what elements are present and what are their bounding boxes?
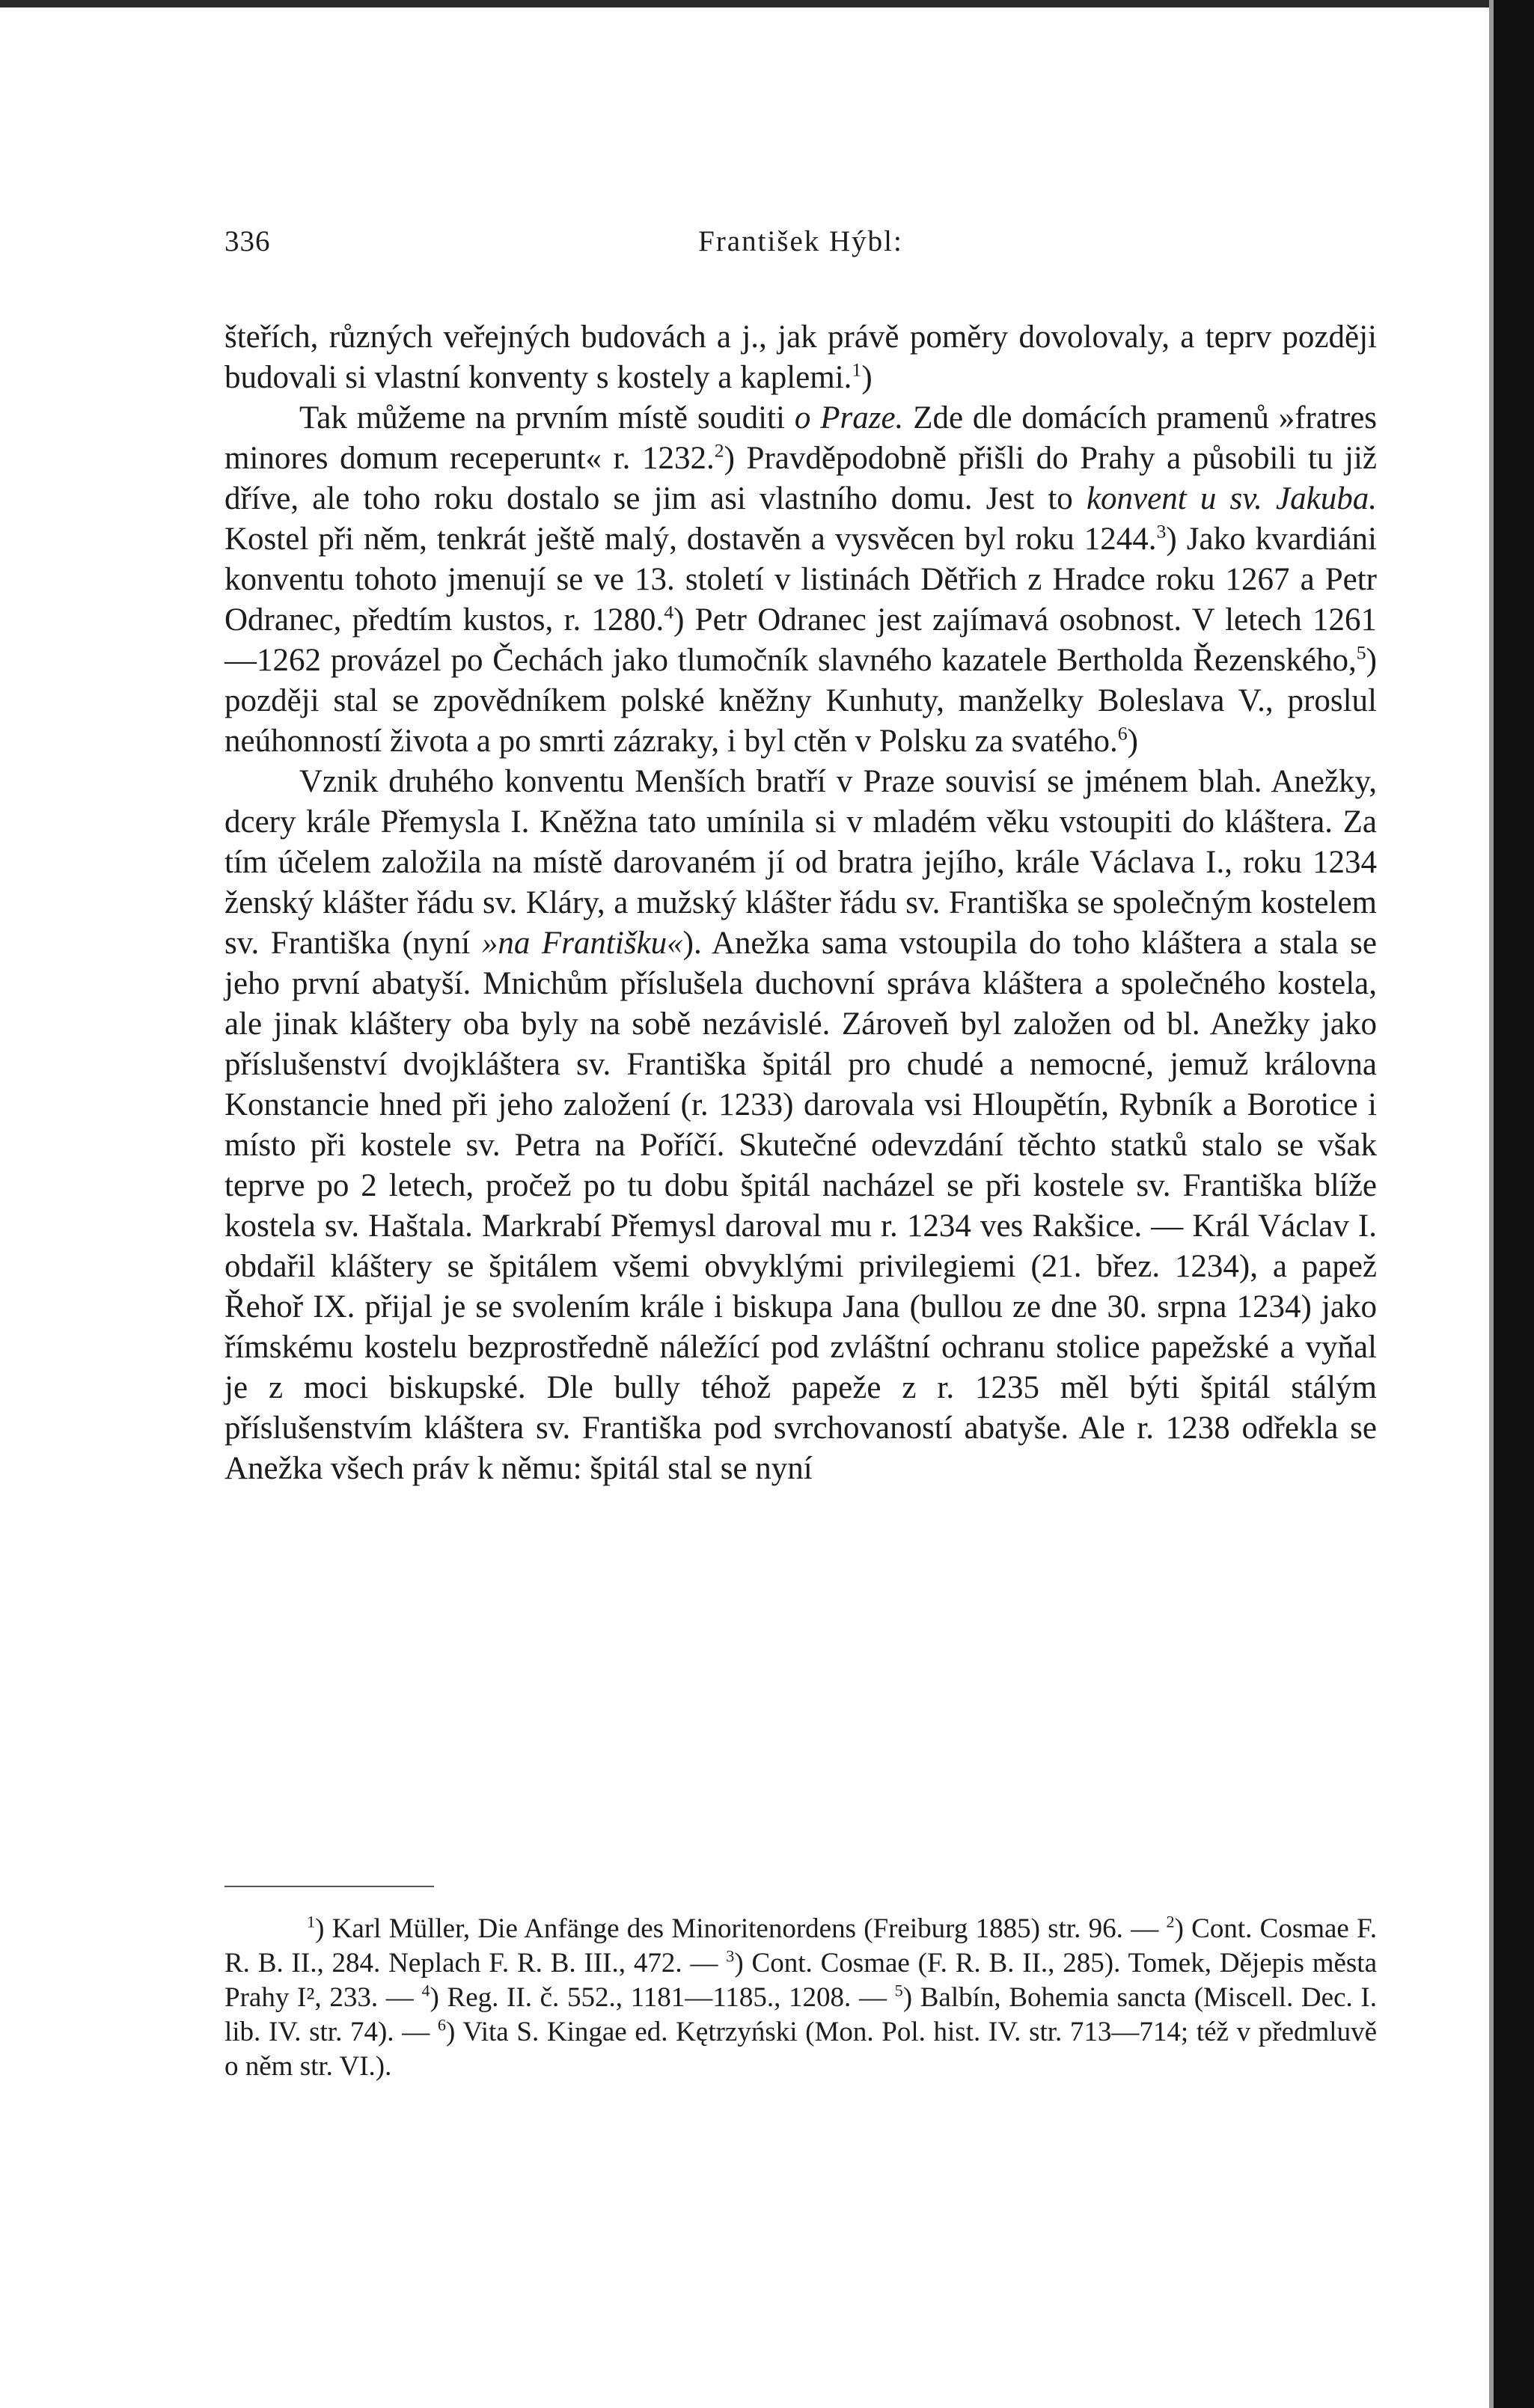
footnote-separator: [224, 1886, 434, 1887]
text-run: ) Vita S. Kingae ed. Kętrzyński (Mon. Pol. hist. IV. str. 713—714; též v předmluvě o něm str. VI.).: [224, 2017, 1377, 2082]
scan-right-edge: [1494, 0, 1534, 2408]
running-title: František Hýbl:: [698, 225, 903, 257]
italic-text: »na Františku«: [481, 926, 683, 961]
italic-text: o Praze.: [794, 400, 904, 436]
footnote-marker: 2: [1166, 1912, 1175, 1931]
text-run: ) Pravděpodobně přišli do Prahy a působili tu již dříve, ale toho roku dostalo se jim asi vlastního domu. Jest to: [224, 441, 1377, 516]
page-number: 336: [224, 225, 271, 257]
paragraph-3: [224, 762, 1377, 1489]
scan-top-edge: [0, 0, 1534, 7]
paragraph-2: [224, 398, 1377, 762]
footnote-marker: 6: [437, 2015, 446, 2035]
italic-text: konvent u sv. Jakuba.: [1086, 481, 1377, 516]
text-run: Zde dle domácích pramenů »fratres minores domum receperunt« r. 1232.: [224, 400, 1378, 476]
footnote-marker: 1: [852, 358, 862, 381]
body-text: [224, 317, 1377, 1489]
text-run: ). Anežka sama vstoupila do toho kláštera a stala se jeho první abatyší. Mnichům příslušela duchovní správa kláštera a společného kostela, ale jinak kláštery oba byly na sobě nezávislé. Zároveň byl založen od bl. Anežky jako příslušenství dvojkláštera sv. Františka špitál pro chudé a nemocné, jemuž královna Konstancie hned při jeho založení (r. 1233) darovala vsi Hloupětín, Rybník a Borotice i místo při kostele sv. Petra na Poříčí. Skutečné odevzdání těchto statků stalo se však teprve po 2 letech, pročež po tu dobu špitál nacházel se při kostele sv. Františka blíže kostela sv. Haštala. Markrabí Přemysl daroval mu r. 1234 ves Rakšice. — Král Václav I. obdařil kláštery se špitálem všemi obvyklými privilegiemi (21. břez. 1234), a papež Řehoř IX. přijal je se svolením krále i biskupa Jana (bullou ze dne 30. srpna 1234) jako římskému kostelu bezprostředně náležící pod zvláštní ochranu stolice papežské a vyňal je z moci biskupské. Dle bully téhož papeže z r. 1235 měl býti špitál stálým příslušenstvím kláštera sv. Františka pod svrchovaností abatyše. Ale r. 1238 odřekla se Anežka všech práv k němu: špitál stal se nyní: [224, 926, 1378, 1486]
footnote-marker: 5: [894, 1981, 903, 2000]
running-head: [224, 224, 1377, 269]
footnotes: [224, 1912, 1377, 2084]
text-run: ) Karl Müller, Die Anfänge des Minoritenordens (Freiburg 1885) str. 96. —: [315, 1913, 1167, 1944]
page-content: [224, 224, 1377, 1489]
text-run: ) Cont. Cosmae (F. R. B. II., 285). Tomek, Dějepis města Prahy I², 233. —: [224, 1948, 1377, 2013]
text-run: ): [1127, 724, 1138, 759]
text-run: ) Reg. II. č. 552., 1181—1185., 1208. —: [430, 1982, 895, 2013]
footnote-marker: 5: [1356, 641, 1366, 664]
text-run: Vznik druhého konventu Menších bratří v Praze souvisí se jménem blah. Anežky, dcery krále Přemysla I. Kněžna tato umínila si v mladém věku vstoupiti do kláštera. Za tím účelem založila na místě darovaném jí od bratra jejího, krále Václava I., roku 1234 ženský klášter řádu sv. Kláry, a mužský klášter řádu sv. Františka se společným kostelem sv. Františka (nyní: [224, 764, 1377, 961]
text-run: šteřích, různých veřejných budovách a j., jak právě poměry dovolovaly, a teprv později budovali si vlastní konventy s kostely a kaplemi.: [224, 320, 1377, 395]
footnote-marker: 3: [726, 1946, 735, 1966]
footnote-marker: 6: [1117, 722, 1128, 745]
text-run: ) Jako kvardiáni konventu tohoto jmenují se ve 13. století v listinách Dětřich z Hradce roku 1267 a Petr Odranec, předtím kustos, r. 1280.: [224, 522, 1377, 638]
text-run: Tak můžeme na prvním místě souditi: [299, 400, 795, 436]
text-run: ) později stal se zpovědníkem polské kněžny Kunhuty, manželky Boleslava V., proslul neúhonností života a po smrti zázraky, i byl ctěn v Polsku za svatého.: [224, 643, 1377, 759]
text-run: ): [861, 360, 873, 395]
footnote-marker: 4: [664, 601, 674, 623]
text-run: Kostel při něm, tenkrát ještě malý, dostavěn a vysvěcen byl roku 1244.: [224, 522, 1157, 557]
text-run: ) Balbín, Bohemia sancta (Miscell. Dec. I. lib. IV. str. 74). —: [224, 1982, 1377, 2047]
footnote-marker: 1: [307, 1912, 316, 1931]
paragraph-1: [224, 317, 1377, 398]
footnote-marker: 3: [1156, 520, 1167, 543]
text-run: ) Cont. Cosmae F. R. B. II., 284. Neplach F. R. B. III., 472. —: [224, 1913, 1377, 1978]
footnote-marker: 4: [421, 1981, 430, 2000]
footnote-marker: 2: [714, 439, 724, 462]
text-run: ) Petr Odranec jest zajímavá osobnost. V letech 1261—1262 provázel po Čechách jako tlumočník slavného kazatele Bertholda Řezenského,: [224, 602, 1377, 678]
